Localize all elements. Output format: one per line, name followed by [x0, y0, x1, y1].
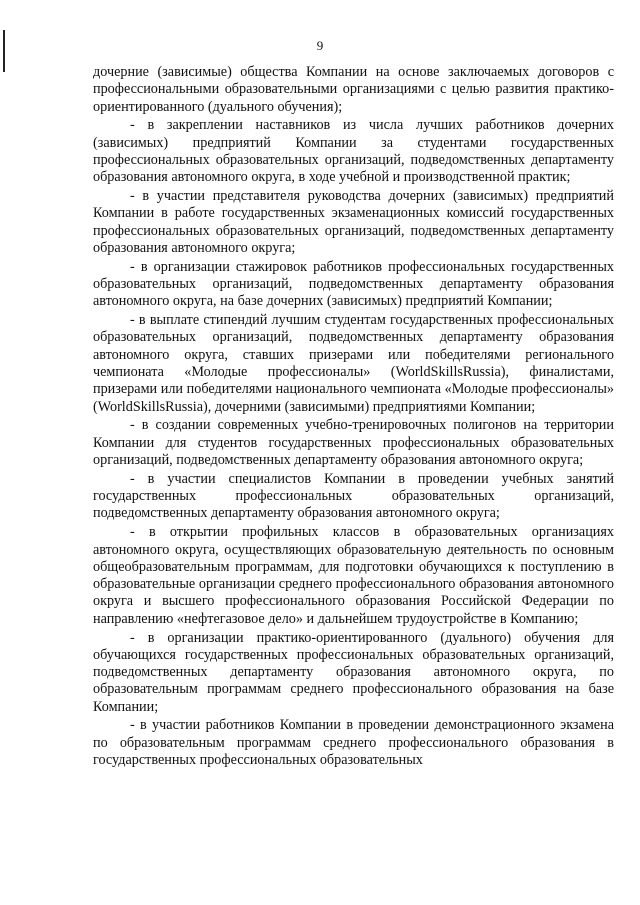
list-item-mentors: - в закреплении наставников из числа лучших работников дочерних (зависимых) предприятий Компании за студентами государственных профессиональных образовательных организаций, подведомственных департаменту образования автономного округа, в ходе учебной и производственной практик; — [93, 117, 614, 186]
list-item-dual-training: - в организации практико-ориентированного (дуального) обучения для обучающихся государственных профессиональных образовательных организаций, подведомственных департаменту образования автономного округа, по образовательным программам среднего профессионального образования на базе Компании; — [93, 629, 614, 715]
list-item-scholarships: - в выплате стипендий лучшим студентам государственных профессиональных образовательных организаций, подведомственных департаменту образования автономного округа, ставших призерами или победителями регионального чемпионата «Молодые профессионалы» (WorldSkillsRussia), финалистами, призерами или победителями национального чемпионата «Молодые профессионалы» (WorldSkillsRussia), дочерними (зависимыми) предприятиями Компании; — [93, 312, 614, 415]
list-item-specialists-classes: - в участии специалистов Компании в проведении учебных занятий государственных профессиональных образовательных организаций, подведомственных департаменту образования автономного округа; — [93, 470, 614, 522]
document-body — [93, 64, 614, 771]
list-item-exam-commissions: - в участии представителя руководства дочерних (зависимых) предприятий Компании в работе государственных экзаменационных комиссий государственных профессиональных образовательных организаций, подведомственных департаменту образования автономного округа; — [93, 188, 614, 256]
list-item-training-grounds: - в создании современных учебно-тренировочных полигонов на территории Компании для студентов государственных профессиональных образовательных организаций, подведомственных департаменту образования автономного округа; — [93, 417, 614, 469]
list-item-internships: - в организации стажировок работников профессиональных государственных образовательных организаций, подведомственных департаменту образования автономного округа, на базе дочерних (зависимых) предприятий Компании; — [93, 258, 614, 310]
list-item-profile-classes: - в открытии профильных классов в образовательных организациях автономного округа, осуществляющих образовательную деятельность по основным общеобразовательным программам, для подготовки обучающихся к поступлению в образовательные организации среднего профессионального образования автономного округа и высшего профессионального образования Российской Федерации по направлению «нефтегазовое дело» и дальнейшем трудоустройстве в Компанию; — [93, 524, 614, 627]
paragraph-continuation: дочерние (зависимые) общества Компании на основе заключаемых договоров с профессиональными образовательными организациями с целью развития практико-ориентированного (дуального обучения); — [93, 64, 614, 115]
page-number: 9 — [316, 38, 324, 53]
list-item-demo-exam: - в участии работников Компании в проведении демонстрационного экзамена по образовательным программам среднего профессионального образования в государственных профессиональных образовательных — [93, 717, 614, 769]
